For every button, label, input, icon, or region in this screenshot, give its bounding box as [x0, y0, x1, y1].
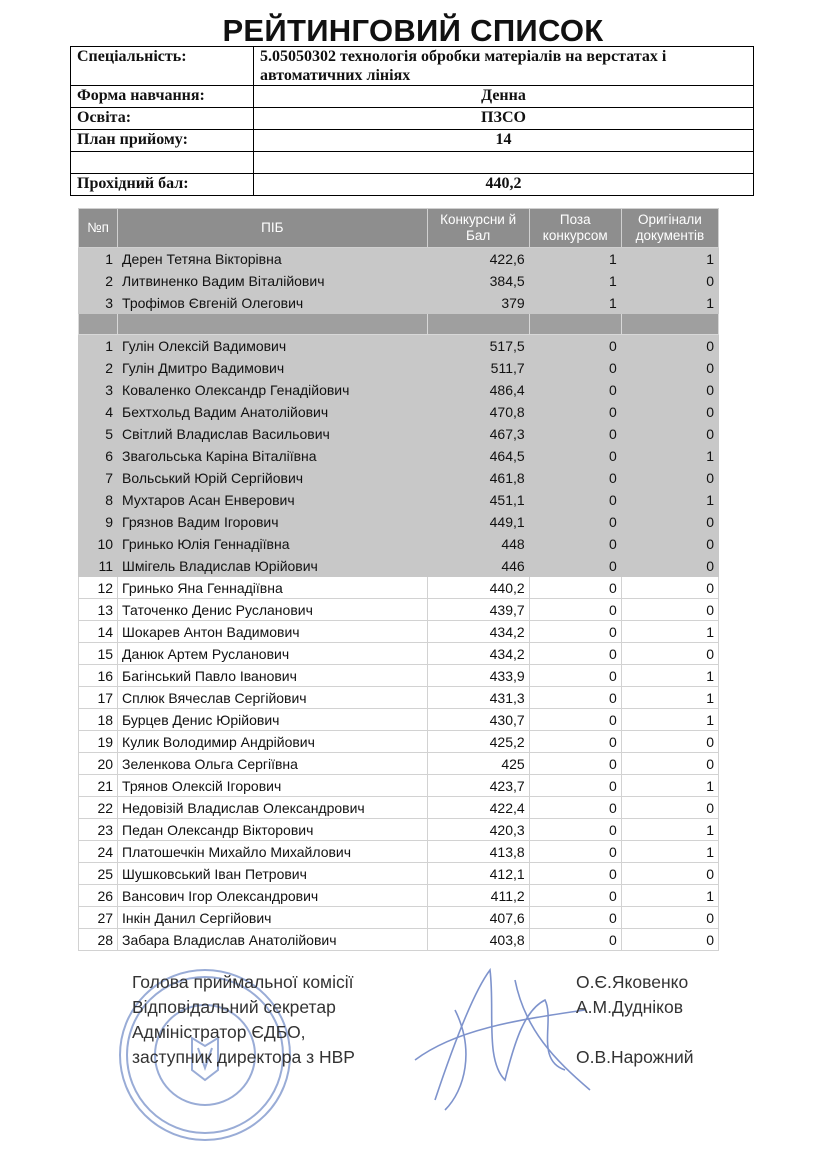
cell-num: 16: [79, 665, 118, 687]
info-row-passing-score: [71, 174, 754, 196]
cell-outside: 0: [529, 467, 621, 489]
cell-outside: 0: [529, 401, 621, 423]
cell-outside: 1: [529, 292, 621, 314]
cell-name: Гринько Юлія Геннадіївна: [118, 533, 427, 555]
header-originals: Оригінали документів: [621, 209, 718, 248]
info-row-plan: [71, 130, 754, 152]
cell-outside: 0: [529, 709, 621, 731]
cell-score: 430,7: [427, 709, 529, 731]
cell-originals: 1: [621, 665, 718, 687]
cell-outside: 0: [529, 863, 621, 885]
cell-originals: 1: [621, 709, 718, 731]
cell-num: 24: [79, 841, 118, 863]
cell-score: 511,7: [427, 357, 529, 379]
cell-score: 413,8: [427, 841, 529, 863]
cell-originals: 1: [621, 248, 718, 270]
separator-cell: [529, 314, 621, 335]
cell-score: 423,7: [427, 775, 529, 797]
table-row: [79, 731, 719, 753]
cell-score: 434,2: [427, 621, 529, 643]
cell-outside: 0: [529, 335, 621, 357]
cell-outside: 0: [529, 841, 621, 863]
cell-originals: 1: [621, 841, 718, 863]
cell-originals: 0: [621, 467, 718, 489]
cell-name: Вольський Юрій Сергійович: [118, 467, 427, 489]
table-row: [79, 643, 719, 665]
cell-num: 10: [79, 533, 118, 555]
table-header-row: [79, 209, 719, 248]
info-label: Освіта:: [71, 108, 254, 130]
cell-originals: 1: [621, 687, 718, 709]
cell-score: 431,3: [427, 687, 529, 709]
cell-outside: 0: [529, 929, 621, 951]
role-admin: Адміністратор ЄДБО,: [132, 1022, 306, 1042]
cell-name: Зеленкова Ольга Сергіївна: [118, 753, 427, 775]
cell-originals: 0: [621, 533, 718, 555]
cell-name: Бурцев Денис Юрійович: [118, 709, 427, 731]
table-row: [79, 467, 719, 489]
table-row: [79, 357, 719, 379]
cell-num: 12: [79, 577, 118, 599]
header-score: Конкурсни й Бал: [427, 209, 529, 248]
cell-num: 14: [79, 621, 118, 643]
cell-name: Мухтаров Асан Енверович: [118, 489, 427, 511]
role-head: Голова приймальної комісії: [132, 972, 354, 992]
cell-name: Трофімов Євгеній Олегович: [118, 292, 427, 314]
role-deputy: заступник директора з НВР: [132, 1047, 355, 1067]
cell-score: 379: [427, 292, 529, 314]
table-row: [79, 445, 719, 467]
cell-num: 22: [79, 797, 118, 819]
cell-originals: 1: [621, 292, 718, 314]
table-row: [79, 687, 719, 709]
cell-num: 1: [79, 335, 118, 357]
cell-originals: 0: [621, 577, 718, 599]
cell-num: 2: [79, 270, 118, 292]
cell-name: Сплюк Вячеслав Сергійович: [118, 687, 427, 709]
cell-name: Забара Владислав Анатолійович: [118, 929, 427, 951]
cell-outside: 0: [529, 753, 621, 775]
table-row: [79, 907, 719, 929]
cell-originals: 0: [621, 907, 718, 929]
info-value: 440,2: [254, 174, 754, 196]
name-head: О.Є.Яковенко: [576, 972, 689, 992]
table-row: [79, 775, 719, 797]
cell-score: 486,4: [427, 379, 529, 401]
info-label: [71, 152, 254, 174]
cell-name: Звагольська Каріна Віталіївна: [118, 445, 427, 467]
cell-outside: 0: [529, 379, 621, 401]
cell-num: 21: [79, 775, 118, 797]
cell-name: Таточенко Денис Русланович: [118, 599, 427, 621]
table-row: [79, 797, 719, 819]
info-row-education: [71, 108, 754, 130]
signature-roles: [132, 970, 355, 1070]
cell-originals: 1: [621, 885, 718, 907]
cell-name: Коваленко Олександр Генадійович: [118, 379, 427, 401]
cell-name: Шушковський Іван Петрович: [118, 863, 427, 885]
info-value: Денна: [254, 86, 754, 108]
cell-score: 425: [427, 753, 529, 775]
cell-num: 17: [79, 687, 118, 709]
table-row: [79, 599, 719, 621]
info-label: Прохідний бал:: [71, 174, 254, 196]
cell-score: 449,1: [427, 511, 529, 533]
table-row: [79, 753, 719, 775]
cell-num: 27: [79, 907, 118, 929]
cell-num: 7: [79, 467, 118, 489]
table-row: [79, 248, 719, 270]
info-value: [254, 152, 754, 174]
cell-num: 1: [79, 248, 118, 270]
rating-table: [78, 208, 719, 951]
signature-names: [576, 970, 694, 1070]
info-row-form: [71, 86, 754, 108]
info-label: Спеціальність:: [71, 47, 254, 86]
cell-score: 440,2: [427, 577, 529, 599]
table-row: [79, 577, 719, 599]
table-row: [79, 863, 719, 885]
info-row-empty: [71, 152, 754, 174]
table-row: [79, 819, 719, 841]
cell-num: 20: [79, 753, 118, 775]
cell-score: 407,6: [427, 907, 529, 929]
table-row: [79, 533, 719, 555]
name-secretary: А.М.Дудніков: [576, 997, 684, 1017]
cell-outside: 0: [529, 489, 621, 511]
cell-num: 8: [79, 489, 118, 511]
cell-score: 411,2: [427, 885, 529, 907]
cell-score: 422,4: [427, 797, 529, 819]
name-admin: [576, 1020, 694, 1045]
cell-num: 13: [79, 599, 118, 621]
cell-originals: 0: [621, 863, 718, 885]
cell-originals: 1: [621, 621, 718, 643]
cell-originals: 1: [621, 819, 718, 841]
cell-outside: 0: [529, 555, 621, 577]
cell-name: Педан Олександр Вікторович: [118, 819, 427, 841]
cell-outside: 0: [529, 511, 621, 533]
cell-name: Бехтхольд Вадим Анатолійович: [118, 401, 427, 423]
cell-num: 26: [79, 885, 118, 907]
cell-outside: 0: [529, 687, 621, 709]
separator-row: [79, 314, 719, 335]
cell-score: 448: [427, 533, 529, 555]
cell-num: 11: [79, 555, 118, 577]
cell-score: 467,3: [427, 423, 529, 445]
info-value: 14: [254, 130, 754, 152]
cell-num: 9: [79, 511, 118, 533]
cell-score: 470,8: [427, 401, 529, 423]
cell-outside: 0: [529, 797, 621, 819]
cell-originals: 1: [621, 445, 718, 467]
table-row: [79, 621, 719, 643]
table-row: [79, 511, 719, 533]
cell-name: Платошечкін Михайло Михайлович: [118, 841, 427, 863]
cell-originals: 0: [621, 753, 718, 775]
cell-num: 3: [79, 292, 118, 314]
cell-name: Трянов Олексій Ігорович: [118, 775, 427, 797]
info-value: 5.05050302 технологія обробки матеріалів на верстатах і автоматичних лініях: [254, 47, 754, 86]
cell-num: 28: [79, 929, 118, 951]
cell-score: 425,2: [427, 731, 529, 753]
cell-outside: 0: [529, 445, 621, 467]
table-row: [79, 841, 719, 863]
info-label: План прийому:: [71, 130, 254, 152]
cell-score: 446: [427, 555, 529, 577]
cell-num: 5: [79, 423, 118, 445]
cell-num: 19: [79, 731, 118, 753]
cell-outside: 1: [529, 270, 621, 292]
cell-name: Грязнов Вадим Ігорович: [118, 511, 427, 533]
table-row: [79, 929, 719, 951]
cell-outside: 0: [529, 665, 621, 687]
cell-num: 18: [79, 709, 118, 731]
cell-originals: 0: [621, 401, 718, 423]
cell-score: 464,5: [427, 445, 529, 467]
cell-score: 420,3: [427, 819, 529, 841]
cell-name: Данюк Артем Русланович: [118, 643, 427, 665]
table-row: [79, 292, 719, 314]
cell-num: 25: [79, 863, 118, 885]
page-title: РЕЙТИНГОВИЙ СПИСОК: [222, 13, 604, 48]
table-row: [79, 555, 719, 577]
separator-cell: [427, 314, 529, 335]
cell-num: 2: [79, 357, 118, 379]
table-row: [79, 665, 719, 687]
cell-name: Гринько Яна Геннадіївна: [118, 577, 427, 599]
cell-originals: 0: [621, 929, 718, 951]
info-table: [70, 46, 754, 196]
cell-originals: 0: [621, 511, 718, 533]
name-deputy: О.В.Нарожний: [576, 1047, 694, 1067]
cell-score: 461,8: [427, 467, 529, 489]
cell-score: 384,5: [427, 270, 529, 292]
cell-name: Шмігель Владислав Юрійович: [118, 555, 427, 577]
cell-originals: 0: [621, 335, 718, 357]
header-num: №п: [79, 209, 118, 248]
table-row: [79, 885, 719, 907]
cell-score: 451,1: [427, 489, 529, 511]
table-row: [79, 335, 719, 357]
separator-cell: [79, 314, 118, 335]
cell-outside: 0: [529, 621, 621, 643]
cell-name: Дерен Тетяна Вікторівна: [118, 248, 427, 270]
cell-name: Вансович Ігор Олександрович: [118, 885, 427, 907]
cell-score: 403,8: [427, 929, 529, 951]
cell-outside: 0: [529, 533, 621, 555]
cell-num: 23: [79, 819, 118, 841]
separator-cell: [621, 314, 718, 335]
cell-num: 15: [79, 643, 118, 665]
header-outside: Поза конкурсом: [529, 209, 621, 248]
cell-originals: 0: [621, 555, 718, 577]
cell-originals: 0: [621, 599, 718, 621]
cell-name: Світлий Владислав Васильович: [118, 423, 427, 445]
cell-score: 422,6: [427, 248, 529, 270]
cell-originals: 1: [621, 489, 718, 511]
role-secretary: Відповідальний секретар: [132, 997, 336, 1017]
cell-originals: 0: [621, 357, 718, 379]
cell-outside: 0: [529, 643, 621, 665]
cell-outside: 0: [529, 885, 621, 907]
cell-originals: 0: [621, 643, 718, 665]
cell-score: 434,2: [427, 643, 529, 665]
table-row: [79, 709, 719, 731]
cell-outside: 0: [529, 907, 621, 929]
cell-originals: 0: [621, 423, 718, 445]
cell-name: Інкін Данил Сергійович: [118, 907, 427, 929]
table-body: [79, 248, 719, 951]
handwritten-signature: [395, 950, 595, 1120]
cell-name: Гулін Дмитро Вадимович: [118, 357, 427, 379]
cell-num: 4: [79, 401, 118, 423]
table-row: [79, 423, 719, 445]
cell-outside: 0: [529, 357, 621, 379]
cell-outside: 1: [529, 248, 621, 270]
cell-outside: 0: [529, 819, 621, 841]
cell-originals: 1: [621, 775, 718, 797]
cell-score: 412,1: [427, 863, 529, 885]
cell-name: Литвиненко Вадим Віталійович: [118, 270, 427, 292]
info-value: ПЗСО: [254, 108, 754, 130]
cell-originals: 0: [621, 379, 718, 401]
cell-outside: 0: [529, 731, 621, 753]
cell-num: 6: [79, 445, 118, 467]
cell-originals: 0: [621, 270, 718, 292]
cell-outside: 0: [529, 775, 621, 797]
cell-score: 433,9: [427, 665, 529, 687]
cell-outside: 0: [529, 423, 621, 445]
table-row: [79, 270, 719, 292]
cell-score: 517,5: [427, 335, 529, 357]
cell-name: Багінський Павло Іванович: [118, 665, 427, 687]
cell-name: Кулик Володимир Андрійович: [118, 731, 427, 753]
cell-score: 439,7: [427, 599, 529, 621]
header-name: ПІБ: [118, 209, 427, 248]
table-row: [79, 401, 719, 423]
separator-cell: [118, 314, 427, 335]
cell-name: Шокарев Антон Вадимович: [118, 621, 427, 643]
table-row: [79, 379, 719, 401]
cell-originals: 0: [621, 731, 718, 753]
info-row-specialty: [71, 47, 754, 86]
info-label: Форма навчання:: [71, 86, 254, 108]
cell-outside: 0: [529, 577, 621, 599]
table-row: [79, 489, 719, 511]
cell-name: Недовізій Владислав Олександрович: [118, 797, 427, 819]
cell-originals: 0: [621, 797, 718, 819]
cell-num: 3: [79, 379, 118, 401]
cell-outside: 0: [529, 599, 621, 621]
cell-name: Гулін Олексій Вадимович: [118, 335, 427, 357]
